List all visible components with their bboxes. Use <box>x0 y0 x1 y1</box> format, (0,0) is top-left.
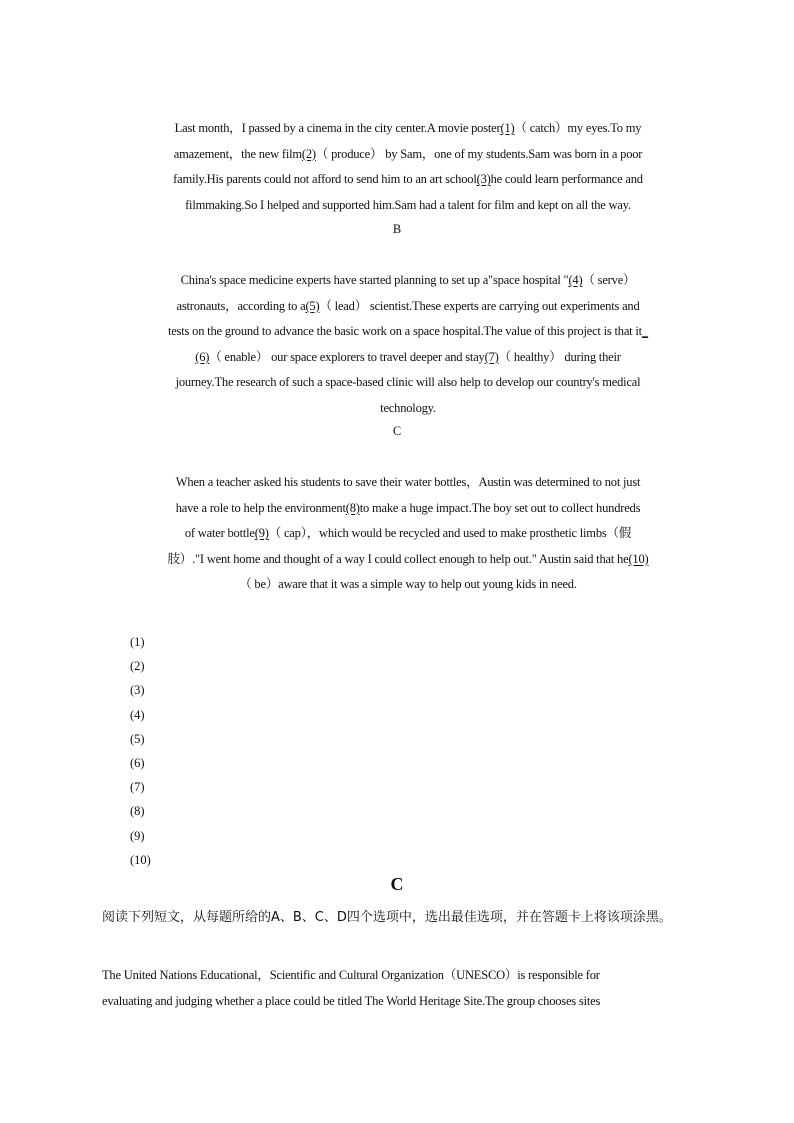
passage-c-line-1: When a teacher asked his students to save their water bottles，Austin was determined to not just <box>175 475 641 489</box>
blank-2: (2) <box>301 146 316 161</box>
passage-c <box>122 470 694 598</box>
answer-item: (7) <box>130 780 145 795</box>
blank-10: (10) <box>628 551 649 566</box>
section-heading-c: C <box>390 874 404 894</box>
passage-a <box>122 116 694 218</box>
passage-b <box>122 268 694 421</box>
answer-item: (3) <box>130 683 145 698</box>
unesco-line-2: evaluating and judging whether a place could be titled The World Heritage Site.The group chooses sites <box>102 994 601 1008</box>
passage-b-line-2: astronauts，according to a(5)（ lead） scientist.These experts are carrying out experiments and <box>176 298 640 313</box>
unesco-line-1: The United Nations Educational，Scientific and Cultural Organization（UNESCO）is responsible for <box>102 968 600 982</box>
passage-c-line-5: （ be）aware that it was a simple way to help out young kids in need. <box>239 577 577 591</box>
instruction-text: 阅读下列短文，从每题所给的A、B、C、D四个选项中，选出最佳选项，并在答题卡上将该项涂黑。 <box>102 910 672 925</box>
blank-7: (7) <box>484 349 499 364</box>
passage-a-line-3: family.His parents could not afford to send him to an art school(3)he could learn performance and <box>173 172 643 186</box>
passage-c-line-4: 肢）."I went home and thought of a way I could collect enough to help out." Austin said that he(10) <box>167 551 649 566</box>
answer-item: (6) <box>130 755 145 770</box>
blank-3: (3) <box>476 172 491 186</box>
passage-a-line-4: filmmaking.So I helped and supported him.Sam had a talent for film and kept on all the way. <box>185 197 631 212</box>
blank-4: (4) <box>568 273 583 287</box>
answer-item: (10) <box>130 852 151 867</box>
answer-item: (5) <box>130 731 145 746</box>
answer-list <box>130 630 151 872</box>
passage-b-line-1: China's space medicine experts have started planning to set up a"space hospital "(4)（ serve） <box>180 273 636 287</box>
blank-6: (6) <box>195 349 210 364</box>
passage-b-line-3: tests on the ground to advance the basic work on a space hospital.The value of this project is that it_ <box>168 324 648 338</box>
blank-8: (8) <box>345 500 360 515</box>
passage-b-line-4: (6)（ enable） our space explorers to travel deeper and stay(7)（ healthy） during their <box>195 349 621 364</box>
blank-1: (1) <box>500 121 515 135</box>
answer-item: (1) <box>130 635 145 649</box>
passage-c-line-3: of water bottle(9)（ cap），which would be recycled and used to make prosthetic limbs（假 <box>184 526 632 540</box>
answer-item: (2) <box>130 659 145 674</box>
passage-c-line-2: have a role to help the environment(8)to make a huge impact.The boy set out to collect hundreds <box>175 500 641 515</box>
passage-b-line-6: technology. <box>380 400 436 415</box>
blank-9: (9) <box>254 526 269 540</box>
passage-a-line-2: amazement，the new film(2)（ produce） by Sam，one of my students.Sam was born in a poor <box>173 146 643 161</box>
blank-5: (5) <box>305 298 320 313</box>
passage-b-line-5: journey.The research of such a space-based clinic will also help to develop our country's medical <box>175 375 641 389</box>
answer-item: (8) <box>130 804 145 819</box>
section-label-b: B <box>392 222 402 236</box>
unesco-paragraph <box>102 962 692 1014</box>
blank-6-start: _ <box>641 324 648 338</box>
answer-item: (4) <box>130 707 145 722</box>
answer-item: (9) <box>130 828 145 843</box>
section-label-c: C <box>392 424 402 438</box>
passage-a-line-1: Last month，I passed by a cinema in the city center.A movie poster(1)（ catch）my eyes.To my <box>174 121 642 135</box>
